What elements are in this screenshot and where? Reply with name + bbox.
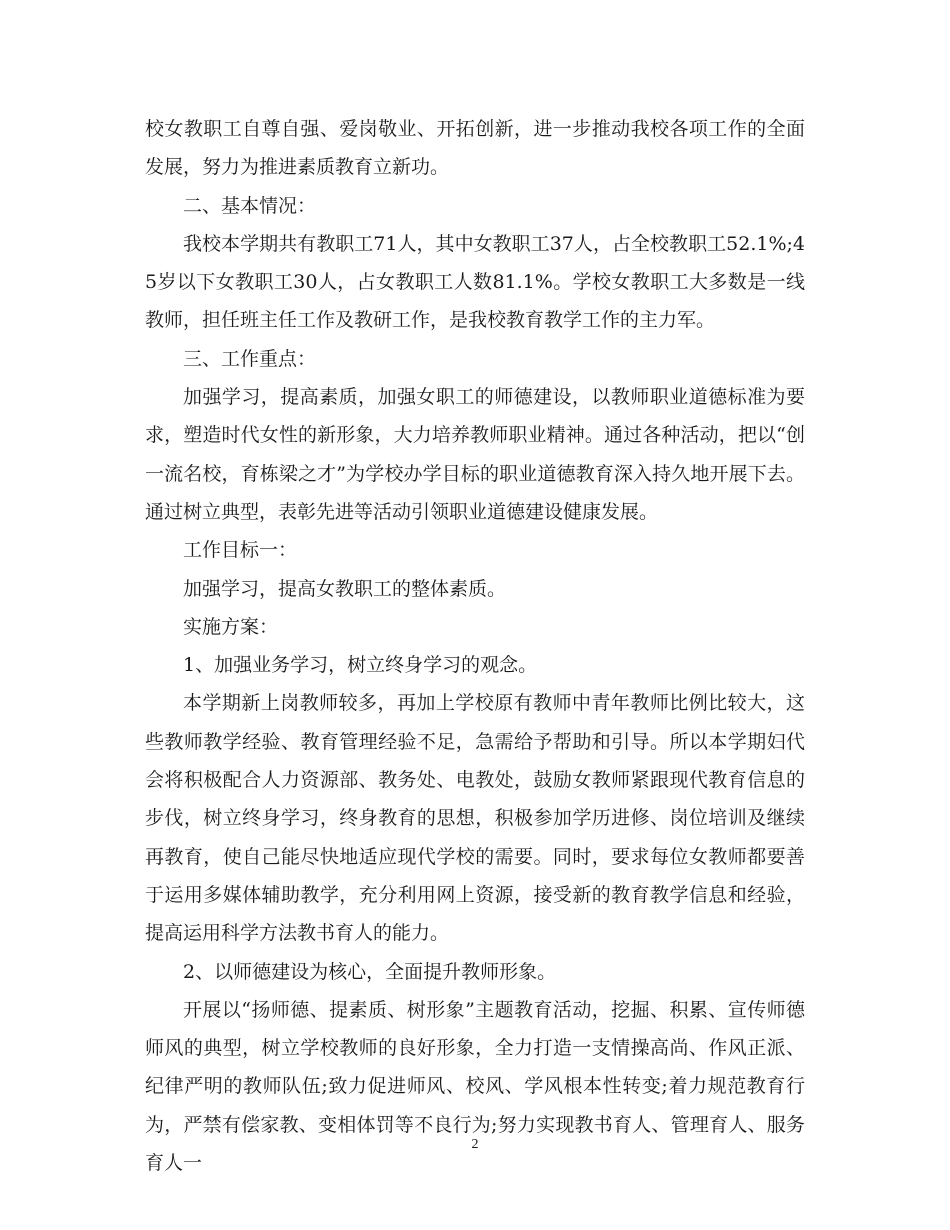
heading-item-1: 1、加强业务学习，树立终身学习的观念。 (183, 654, 538, 677)
paragraph-item-2: 开展以“扬师德、提素质、树形象”主题教育活动，挖掘、积累、宣传师德师风的典型，树立学校教师的良好形象，全力打造一支情操高尚、作风正派、纪律严明的教师队伍;致力促进师风、校风、学风根本性转变;着力规范教育行为，严禁有偿家教、变相体罚等不良行为;努力实现教书育人、管理育人、服务育人一 (145, 998, 805, 1175)
heading-goal-one: 工作目标一： (183, 539, 298, 562)
heading-implementation-plan: 实施方案： (183, 615, 279, 638)
section-heading-basic-situation: 二、基本情况： (183, 194, 317, 217)
paragraph-staff-statistics: 我校本学期共有教职工71人，其中女教职工37人，占全校教职工52.1%;45岁以下女教职工30人，占女教职工人数81.1%。学校女教职工大多数是一线教师，担任班主任工作及教研工作，是我校教育教学工作的主力军。 (145, 232, 805, 332)
paragraph-goal-one: 加强学习，提高女教职工的整体素质。 (183, 577, 507, 600)
section-heading-work-focus: 三、工作重点： (183, 347, 317, 370)
page-number: 2 (471, 1137, 479, 1152)
paragraph-item-1: 本学期新上岗教师较多，再加上学校原有教师中青年教师比例比较大，这些教师教学经验、教育管理经验不足，急需给予帮助和引导。所以本学期妇代会将积极配合人力资源部、教务处、电教处，鼓励女教师紧跟现代教育信息的步伐，树立终身学习，终身教育的思想，积极参加学历进修、岗位培训及继续再教育，使自己能尽快地适应现代学校的需要。同时，要求每位女教师都要善于运用多媒体辅助教学，充分利用网上资源，接受新的教育教学信息和经验，提高运用科学方法教书育人的能力。 (145, 692, 805, 945)
paragraph-intro-continuation: 校女教职工自尊自强、爱岗敬业、开拓创新，进一步推动我校各项工作的全面发展，努力为推进素质教育立新功。 (145, 118, 805, 179)
heading-item-2: 2、以师德建设为核心，全面提升教师形象。 (183, 960, 557, 983)
paragraph-work-focus: 加强学习，提高素质，加强女职工的师德建设，以教师职业道德标准为要求，塑造时代女性的新形象，大力培养教师职业精神。通过各种活动，把以“创一流名校，育栋梁之才”为学校办学目标的职业道德教育深入持久地开展下去。通过树立典型，表彰先进等活动引领职业道德建设健康发展。 (145, 386, 805, 523)
document-body (145, 110, 805, 1182)
